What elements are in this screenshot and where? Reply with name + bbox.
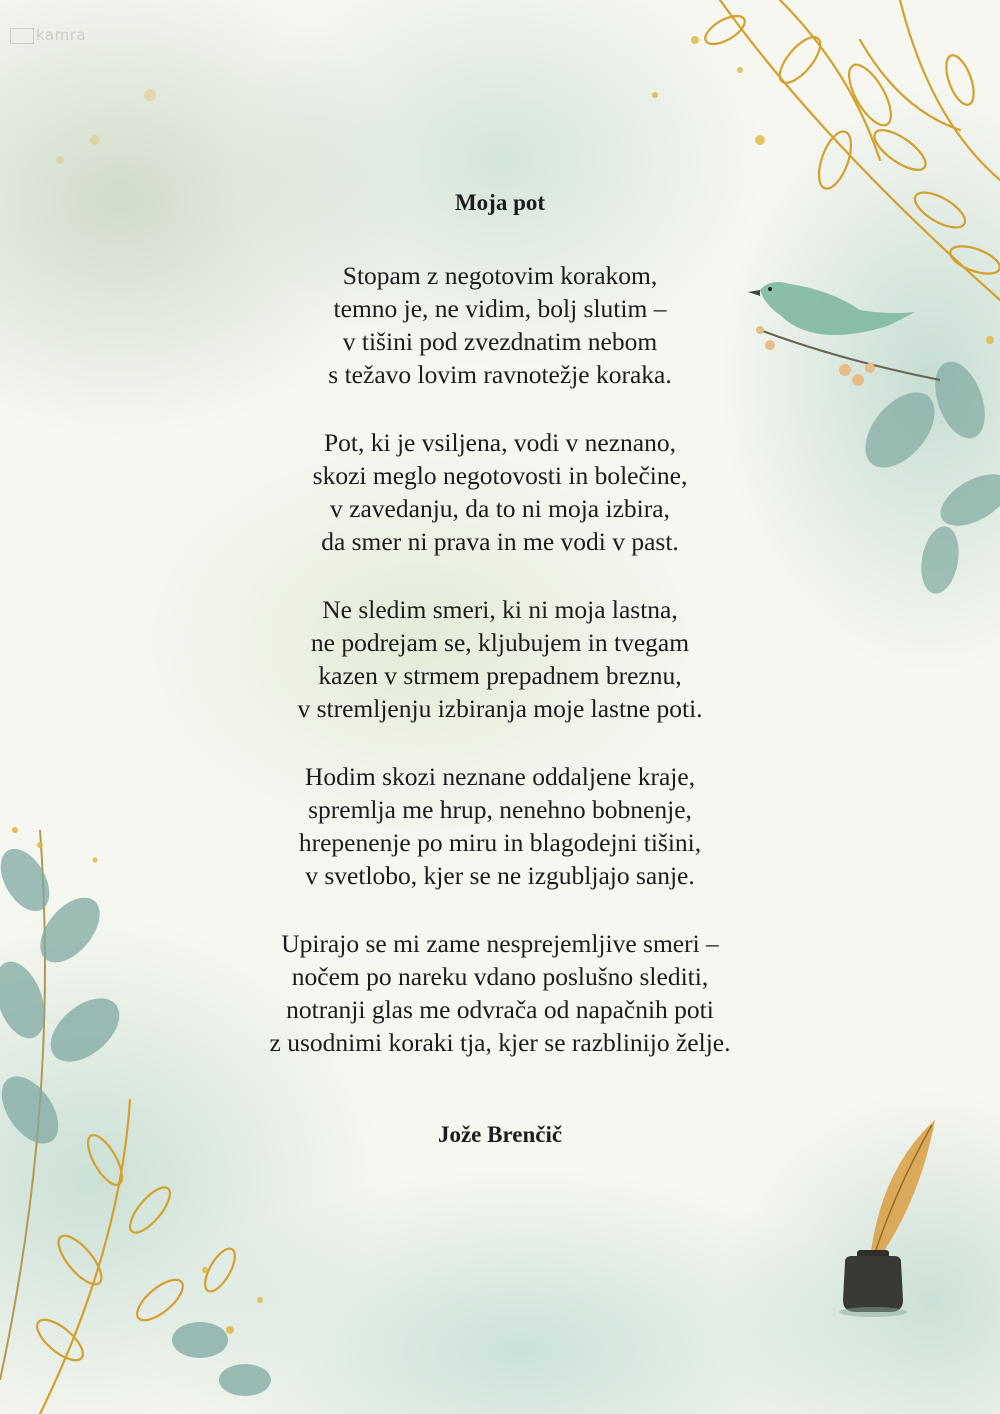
stanza-1 xyxy=(150,259,850,391)
verse: v zavedanju, da to ni moja izbira, xyxy=(330,494,670,523)
verse: kazen v strmem prepadnem breznu, xyxy=(318,661,682,690)
verse: spremlja me hrup, nenehno bobnenje, xyxy=(308,795,692,824)
verse: hrepenenje po miru in blagodejni tišini, xyxy=(298,828,702,857)
logo-text: kamra xyxy=(36,26,87,44)
verse: Hodim skozi neznane oddaljene kraje, xyxy=(304,762,696,791)
verse: notranji glas me odvrača od napačnih poti xyxy=(286,995,714,1024)
stanza-3 xyxy=(150,593,850,725)
stanza-2 xyxy=(150,426,850,558)
poem-title: Moja pot xyxy=(454,190,546,215)
verse: da smer ni prava in me vodi v past. xyxy=(321,527,679,556)
verse: temno je, ne vidim, bolj slutim – xyxy=(333,294,667,323)
poem-author: Jože Brenčič xyxy=(437,1122,563,1147)
verse: Stopam z negotovim korakom, xyxy=(342,261,658,290)
verse: Upirajo se mi zame nesprejemljive smeri – xyxy=(281,929,719,958)
verse: z usodnimi koraki tja, kjer se razblinijo želje. xyxy=(269,1028,731,1057)
verse: Ne sledim smeri, ki ni moja lastna, xyxy=(322,595,678,624)
verse: nočem po nareku vdano poslušno slediti, xyxy=(291,962,709,991)
verse: v stremljenju izbiranja moje lastne poti. xyxy=(297,694,703,723)
stanza-5 xyxy=(150,927,850,1059)
verse: Pot, ki je vsiljena, vodi v neznano, xyxy=(324,428,676,457)
verse: s težavo lovim ravnotežje koraka. xyxy=(328,360,672,389)
verse: v tišini pod zvezdnatim nebom xyxy=(342,327,658,356)
verse: v svetlobo, kjer se ne izgubljajo sanje. xyxy=(305,861,695,890)
stanza-4 xyxy=(150,760,850,892)
verse: skozi meglo negotovosti in bolečine, xyxy=(312,461,688,490)
poem xyxy=(150,182,850,1153)
verse: ne podrejam se, kljubujem in tvegam xyxy=(310,628,690,657)
